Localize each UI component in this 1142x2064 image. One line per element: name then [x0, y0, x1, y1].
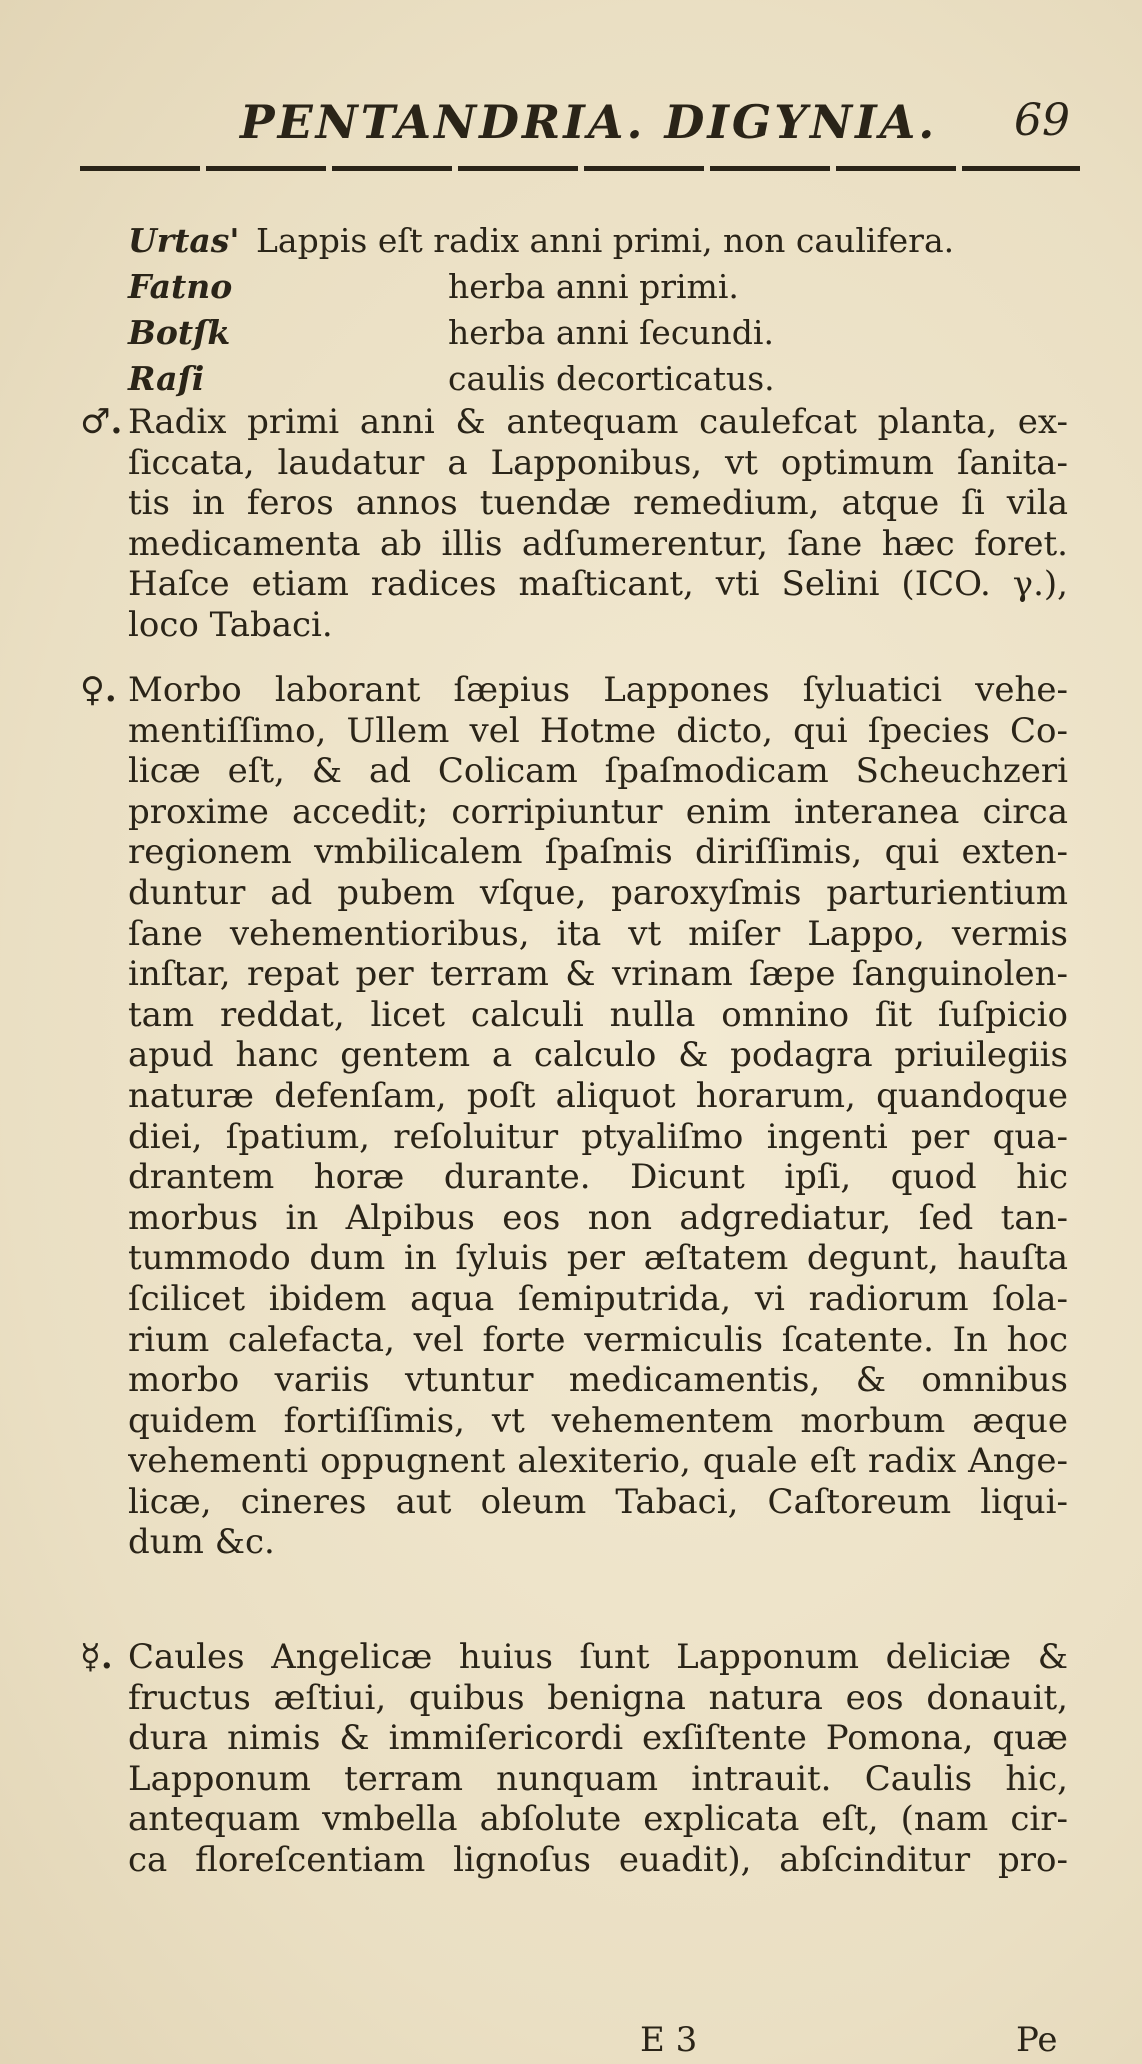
- text-line: morbus in Alpibus eos non adgrediatur, ſed tan-: [128, 1197, 1068, 1238]
- text-line: ſiccata, laudatur a Lapponibus, vt optimum ſanita-: [128, 442, 1068, 483]
- text-line: proxime accedit; corripiuntur enim interanea circa: [128, 791, 1068, 832]
- term-word: Urtas': [128, 221, 240, 260]
- text-line: licæ eſt, & ad Colicam ſpaſmodicam Scheuchzeri: [128, 751, 1068, 792]
- text-line: morbo variis vtuntur medicamentis, & omnibus: [128, 1360, 1068, 1401]
- term-meaning: Lappis eſt radix anni primi, non caulifera.: [256, 221, 955, 260]
- paragraph-caules: [128, 1637, 1068, 1881]
- text-line: vehementi oppugnent alexiterio, quale eſt radix Ange-: [128, 1441, 1068, 1482]
- text-line: tis in feros annos tuendæ remedium, atque ſi vila: [128, 483, 1068, 524]
- text-line: licæ, cineres aut oleum Tabaci, Caſtoreum liqui-: [128, 1481, 1068, 1522]
- text-line: inſtar, repat per terram & vrinam ſæpe ſanguinolen-: [128, 954, 1068, 995]
- catchword: Pe: [1016, 2020, 1058, 2060]
- text-line: rium calefacta, vel forte vermiculis ſcatente. In hoc: [128, 1319, 1068, 1360]
- term-meaning: herba anni primi.: [448, 267, 739, 306]
- text-line: Lapponum terram nunquam intrauit. Caulis hic,: [128, 1758, 1068, 1799]
- term-meaning: caulis decorticatus.: [448, 359, 775, 398]
- paragraph-radix: [128, 402, 1068, 646]
- text-line: medicamenta ab illis adſumerentur, ſane hæc foret.: [128, 523, 1068, 564]
- signature-mark: E 3: [640, 2020, 698, 2060]
- text-line: antequam vmbella abſolute explicata eſt, (nam cir-: [128, 1799, 1068, 1840]
- lappish-terms-list: [128, 218, 1088, 402]
- term-row: [128, 310, 1088, 356]
- term-word: Botſk: [128, 313, 231, 352]
- text-line: mentiſſimo, Ullem vel Hotme dicto, qui ſpecies Co-: [128, 710, 1068, 751]
- header-rule: [80, 166, 1080, 171]
- text-line: ſane vehementioribus, ita vt miſer Lappo, vermis: [128, 913, 1068, 954]
- text-line: naturæ defenſam, poſt aliquot horarum, quandoque: [128, 1075, 1068, 1116]
- text-line: ca floreſcentiam lignoſus euadit), abſcinditur pro-: [128, 1839, 1068, 1880]
- text-line: Morbo laborant ſæpius Lappones ſyluatici vehe-: [128, 670, 1068, 710]
- term-row: [128, 264, 1088, 310]
- text-line: Caules Angelicæ huius ſunt Lapponum deliciæ &: [128, 1637, 1068, 1677]
- text-line: quidem fortiſſimis, vt vehementem morbum æque: [128, 1400, 1068, 1441]
- paragraph-mark: ♂.: [80, 402, 123, 442]
- paragraph-mark: ♀.: [80, 670, 117, 710]
- term-row: [128, 356, 1088, 402]
- text-line: dura nimis & immiſericordi exſiſtente Pomona, quæ: [128, 1718, 1068, 1759]
- term-word: Raſi: [128, 359, 205, 398]
- text-line: regionem vmbilicalem ſpaſmis diriſſimis, qui exten-: [128, 832, 1068, 873]
- text-line: apud hanc gentem a calculo & podagra priuilegiis: [128, 1035, 1068, 1076]
- running-title: PENTANDRIA. DIGYNIA.: [240, 95, 938, 149]
- term-meaning: herba anni ſecundi.: [448, 313, 774, 352]
- paragraph-morbo: [128, 670, 1068, 1563]
- paragraph-mark: ☿.: [80, 1637, 113, 1677]
- text-line: tummodo dum in ſyluis per æſtatem degunt, hauſta: [128, 1238, 1068, 1279]
- text-line: diei, ſpatium, reſoluitur ptyaliſmo ingenti per qua-: [128, 1116, 1068, 1157]
- text-line: dum &c.: [128, 1522, 275, 1563]
- text-line: Haſce etiam radices maſticant, vti Selini (ICO. γ.),: [128, 564, 1068, 605]
- page-header: [240, 95, 1080, 155]
- term-row: [128, 218, 1088, 264]
- text-line: tam reddat, licet calculi nulla omnino ſit ſuſpicio: [128, 994, 1068, 1035]
- text-line: loco Tabaci.: [128, 604, 333, 645]
- term-word: Fatno: [128, 267, 233, 306]
- text-line: duntur ad pubem vſque, paroxyſmis parturientium: [128, 872, 1068, 913]
- text-line: drantem horæ durante. Dicunt ipſi, quod hic: [128, 1157, 1068, 1198]
- text-line: Radix primi anni & antequam caulefcat planta, ex-: [128, 402, 1068, 442]
- text-line: fructus æſtiui, quibus benigna natura eos donauit,: [128, 1677, 1068, 1718]
- text-line: ſcilicet ibidem aqua ſemiputrida, vi radiorum ſola-: [128, 1278, 1068, 1319]
- page-number: 69: [1014, 95, 1070, 146]
